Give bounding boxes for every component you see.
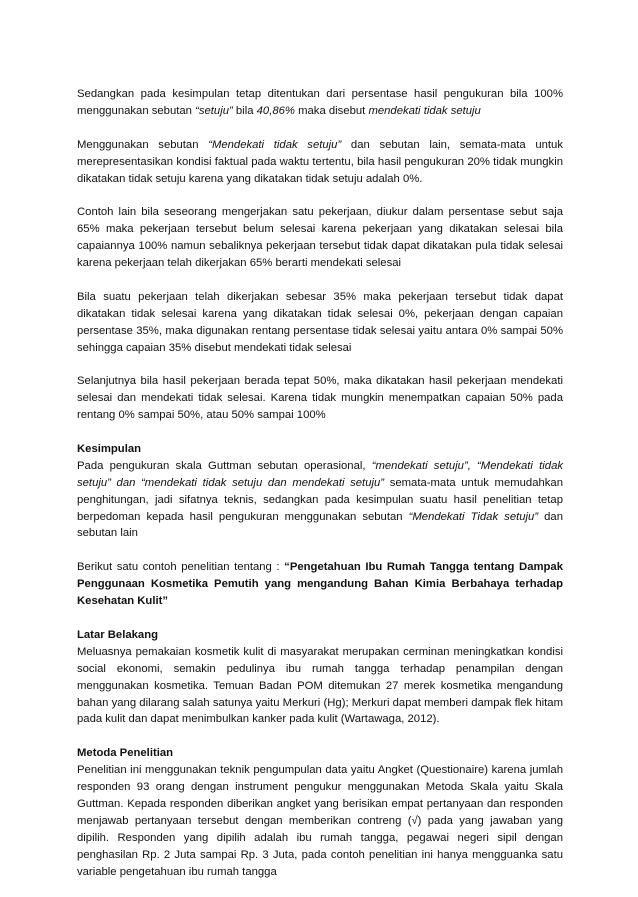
paragraph-contoh-penelitian — [77, 559, 563, 610]
text-span: Penelitian ini menggunakan teknik pengumpulan data yaitu Angket (Questionaire) karena jumlah responden 93 orang dengan instrument pengukur menggunakan Metoda Skala yaitu Skala Guttman. Kepada responden diberikan angket yang berisikan empat pertanyaan dan responden menjawab pertanyaan tersebut dengan memberikan contreng (√) pada yang jawaban yang dipilih. Responden yang dipilih adalah ibu rumah tangga, pegawai negeri sipil dengan penghasilan Rp. 2 Juta sampai Rp. 3 Juta, pada contoh penelitian ini hanya mengguanka satu variable pengetahuan ibu rumah tangga — [77, 764, 563, 878]
document-page — [77, 86, 563, 897]
text-span: Meluasnya pemakaian kosmetik kulit di masyarakat merupakan cerminan meningkatkan kondisi social ekonomi, semakin pedulinya ibu rumah tangga terhadap penampilan dengan menggunakan kosmetika. Temuan Badan POM ditemukan 27 merek kosmetika mengandung bahan yang dilarang salah satunya yaitu Merkuri (Hg); Merkuri dapat memberi dampak flek hitam pada kulit dan dapat menimbulkan kanker pada kulit (Wartawaga, 2012). — [77, 645, 563, 726]
paragraph-kesimpulan-persentase — [77, 86, 563, 120]
text-span: Menggunakan sebutan — [77, 138, 209, 151]
paragraph-pekerjaan-35: Bila suatu pekerjaan telah dikerjakan sebesar 35% maka pekerjaan tersebut tidak dapat dikatakan tidak selesai karena yang dikatakan tidak selesai 0%, pekerjaan dengan capaian persentase 35%, maka digunakan rentang persentase tidak selesai yaitu antara 0% sampai 50% sehingga capaian 35% disebut mendekati tidak selesai — [77, 290, 563, 354]
italic-percentage: 40,86% — [256, 104, 295, 117]
section-heading: Latar Belakang — [77, 628, 158, 641]
text-span: Sedangkan pada kesimpulan tetap ditentukan dari persentase hasil pengukuran bila 100% menggunakan sebutan — [77, 88, 563, 117]
italic-term: mendekati tidak setuju — [368, 104, 481, 117]
paragraph-sebutan — [77, 137, 563, 188]
italic-term: “Mendekati tidak setuju” — [208, 138, 342, 151]
italic-term: “Mendekati Tidak setuju” — [408, 510, 539, 523]
section-heading: Metoda Penelitian — [77, 747, 174, 760]
section-metoda-penelitian — [77, 745, 563, 880]
section-heading: Kesimpulan — [77, 442, 142, 455]
research-title: “Pengetahuan Ibu Rumah Tangga tentang Dampak Penggunaan Kosmetika Pemutih yang mengandung Bahan Kimia Berbahaya terhadap Kesehatan Kulit” — [77, 561, 563, 608]
text-span: maka disebut — [294, 104, 369, 117]
paragraph-contoh-lain: Contoh lain bila seseorang mengerjakan satu pekerjaan, diukur dalam persentase sebut saja 65% maka pekerjaan tersebut belum selesai karena pekerjaan yang dikatakan selesai bila capaiannya 100% namun sebaliknya pekerjaan tersebut tidak dapat dikatakan pula tidak selesai karena pekerjaan telah dikerjakan 65% berarti mendekati selesai — [77, 206, 563, 270]
italic-term: “mendekati setuju”, “Mendekati tidak setuju” dan “mendekati tidak setuju dan mendekati setuju” — [77, 459, 563, 489]
italic-term: “setuju” — [195, 104, 233, 117]
section-latar-belakang — [77, 627, 563, 728]
text-span: semata-mata untuk memudahkan penghitungan, jadi sifatnya teknis, sedangkan pada kesimpulan suatu hasil penelitian tetap berpedoman kepada hasil pengukuran menggunakan sebutan — [77, 476, 563, 523]
text-span: dan sebutan lain — [77, 510, 563, 540]
text-span: bila — [232, 104, 257, 117]
text-span: dan sebutan lain, semata-mata untuk merepresentasikan kondisi faktual pada waktu tertentu, bila hasil pengukuran 20% tidak mungkin dikatakan tidak setuju karena yang dikatakan tidak setuju adalah 0%. — [77, 138, 563, 185]
text-span: Berikut satu contoh penelitian tentang : — [77, 561, 285, 574]
section-kesimpulan — [77, 441, 563, 542]
paragraph-pekerjaan-50: Selanjutnya bila hasil pekerjaan berada tepat 50%, maka dikatakan hasil pekerjaan mendekati selesai dan mendekati tidak selesai. Karena tidak mungkin menempatkan capaian 50% pada rentang 0% sampai 50%, atau 50% sampai 100% — [77, 375, 563, 422]
text-span: Pada pengukuran skala Guttman sebutan operasional, — [77, 459, 372, 472]
